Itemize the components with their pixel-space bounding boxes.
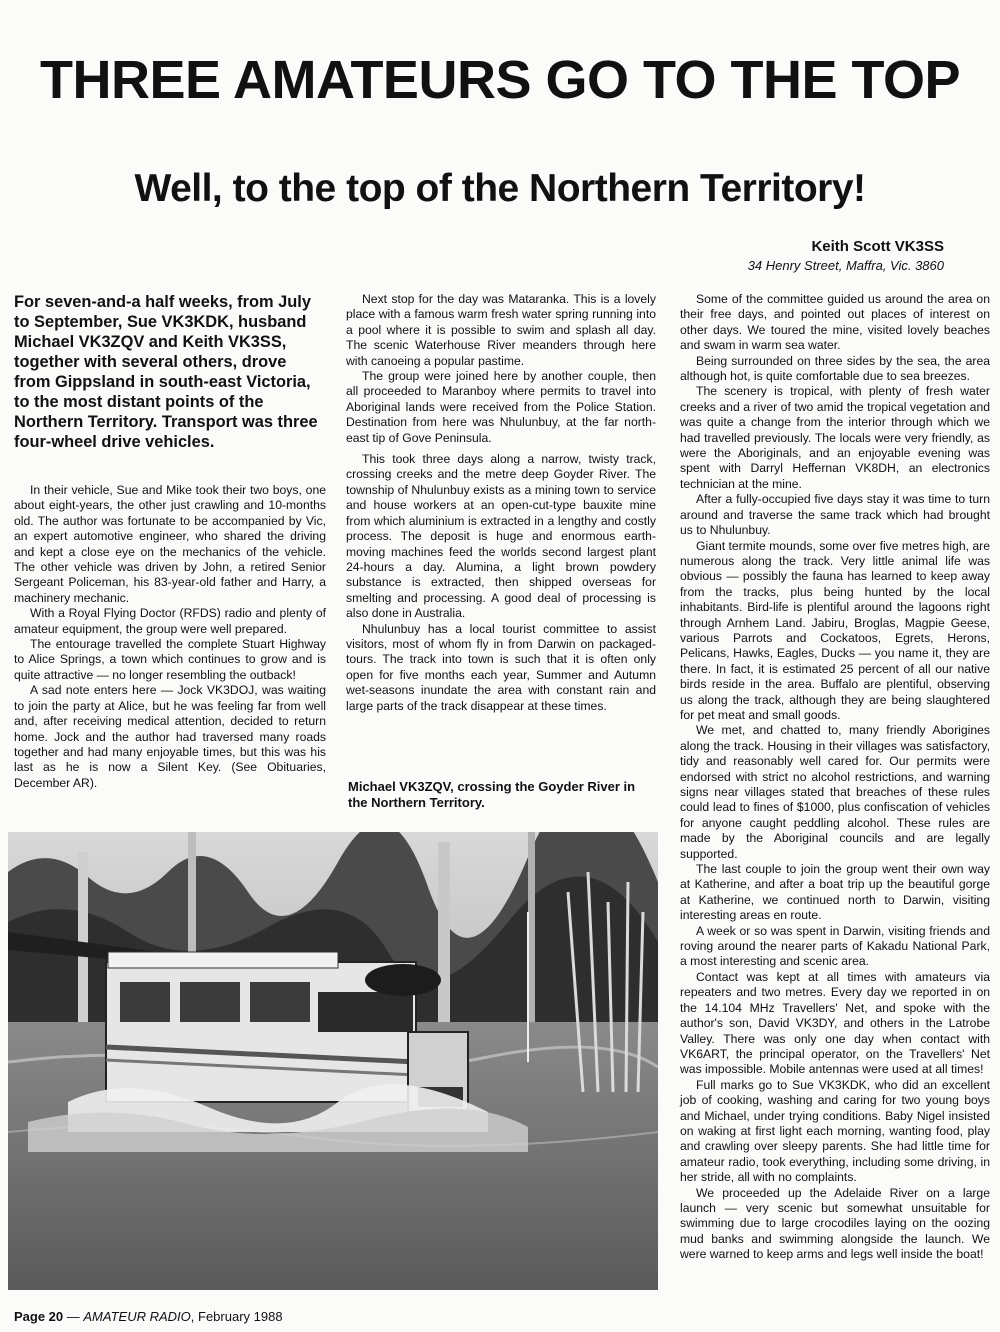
- footer-separator: —: [63, 1309, 84, 1324]
- body-paragraph: Contact was kept at all times with amateurs via repeaters and two metres. Every day we reported in on the 14.104 MHz Travellers' Net, and spoke with the author's son, David VK3DY, and others in the Latrobe Valley. There was only one day when contact with VK6ART, the principal operator, on the Travellers' Net was impossible. Mobile antennas were used at all times!: [680, 969, 990, 1077]
- body-paragraph: A sad note enters here — Jock VK3DOJ, was waiting to join the party at Alice, but he was feeling far from well and, after receiving medical attention, decided to return home. Jock and the author had traversed many roads together and had many enjoyable times, but this was his last as he is now a Silent Key. (See Obituaries, December AR).: [14, 683, 326, 790]
- body-paragraph: Full marks go to Sue VK3KDK, who did an excellent job of cooking, washing and caring for two young boys and Michael, under trying conditions. Baby Nigel insisted on waking at first light each morning, wanting food, play and crawling over sleepy parents. She had little time for amateur radio, took everything, including some driving, in her stride, all with no complaints.: [680, 1077, 990, 1185]
- column-3: [680, 292, 990, 1263]
- body-paragraph: After a fully-occupied five days stay it was time to turn around and traverse the same track which had brought us to Nhulunbuy.: [680, 492, 990, 538]
- body-paragraph: The last couple to join the group went their own way at Katherine, and after a boat trip up the beautiful gorge at Katherine, we continued north to Darwin, visiting interesting areas en route.: [680, 862, 990, 923]
- body-paragraph: Nhulunbuy has a local tourist committee to assist visitors, most of whom fly in from Darwin on packaged-tours. The track into town is such that it is often only open for five months each year, Summer and Autumn wet-seasons inundate the area with constant rain and large parts of the track disappear at these times.: [346, 621, 656, 713]
- body-paragraph: The entourage travelled the complete Stuart Highway to Alice Springs, a town which continues to grow and is quite attractive — no longer resembling the outback!: [14, 637, 326, 682]
- river-crossing-photo: [8, 832, 658, 1290]
- body-paragraph: The scenery is tropical, with plenty of fresh water creeks and a river of two amid the tropical vegetation and was quite a change from the interior through which we had travelled previously. The locals were very friendly, as were the Aboriginals, and an enjoyable evening was spent with Darryl Heffernan VK8DH, an electronics technician at the mine.: [680, 384, 990, 491]
- body-paragraph: We met, and chatted to, many friendly Aborigines along the track. Housing in their villages was satisfactory, tidy and reasonably well cared for. Our permits were endorsed with strict no alcohol restrictions, and warning signs near villages stated that breaches of these rules could lead to fines of $1000, plus confiscation of vehicles for anyone caught peddling alcohol. These rules are made by the Aboriginal councils and are legally supported.: [680, 723, 990, 861]
- magazine-name: AMATEUR RADIO: [83, 1309, 191, 1324]
- body-paragraph: Next stop for the day was Mataranka. This is a lovely place with a famous warm fresh water spring running into a pool where it is possible to swim and splash all day. The scenic Waterhouse River meanders through here with canoeing a popular pastime.: [346, 292, 656, 368]
- page-number: Page 20: [14, 1309, 64, 1324]
- body-paragraph: Being surrounded on three sides by the sea, the area although hot, is quite comfortable due to sea breezes.: [680, 353, 990, 384]
- body-paragraph: This took three days along a narrow, twisty track, crossing creeks and the metre deep Goyder River. The township of Nhulunbuy exists as a mining town to service and house workers at an open-cut-type bauxite mine from which aluminium is extracted in a lengthy and costly process. The deposit is huge and enormous earth-moving machines feed the worlds second largest plant 24-hours a day. Alumina, a light brown powdery substance is extracted, then shipped overseas for smelting and processing. A good deal of processing is also done in Australia.: [346, 452, 656, 621]
- author-name: Keith Scott VK3SS: [811, 238, 944, 255]
- lead-paragraph: For seven-and-a half weeks, from July to September, Sue VK3KDK, husband Michael VK3ZQV and Keith VK3SS, together with several others, drove from Gippsland in south-east Victoria, to the most distant points of the Northern Territory. Transport was three four-wheel drive vehicles.: [14, 293, 318, 451]
- column-2: [346, 292, 656, 714]
- body-paragraph: In their vehicle, Sue and Mike took their two boys, one about eight-years, the other just crawling and 10-months old. The author was fortunate to be accompanied by Vic, an expert automotive engineer, who shared the driving and kept a close eye on the mechanics of the vehicle. The other vehicle was driven by John, a retired Senior Sergeant Policeman, his 83-year-old father and Harry, a machinery mechanic.: [14, 483, 326, 605]
- issue-date: , February 1988: [190, 1309, 283, 1324]
- page-footer: [14, 1309, 283, 1324]
- headline: THREE AMATEURS GO TO THE TOP: [39, 50, 961, 110]
- column-1: [14, 483, 326, 791]
- body-paragraph: Giant termite mounds, some over five metres high, are numerous along the track. Very little animal life was obvious — possibly the fauna has learned to keep away from the tracks, plus being hunted by the local inhabitants. Bird-life is plentiful around the lagoons right through Arnhem Land. Jabiru, Broglas, Magpie Geese, various Parrots and Cockatoos, Egrets, Herons, Pelicans, Hawks, Eagles, Ducks — you name it, they are there. In fact, it is estimated 25 percent of all our native birds reside in the area. Buffalo are plentiful, observing us along the track, although they are being slaughtered for pet meat and small goods.: [680, 538, 990, 722]
- body-paragraph: A week or so was spent in Darwin, visiting friends and roving around the nearer parts of Kakadu National Park, a most interesting and scenic area.: [680, 923, 990, 969]
- body-paragraph: The group were joined here by another couple, then all proceeded to Maranboy where permits to travel into Aboriginal lands were received from the Police Station. Destination from here was Nhulunbuy, at the far north-east tip of Gove Peninsula.: [346, 369, 656, 445]
- body-paragraph: Some of the committee guided us around the area on their free days, and pointed out places of interest on other days. We toured the mine, visited lovely beaches and swam in warm sea water.: [680, 292, 990, 353]
- body-paragraph: We proceeded up the Adelaide River on a large launch — very scenic but somewhat unsuitable for swimming due to large crocodiles laying on the oozing mud banks and swimming alongside the launch. We were warned to keep arms and legs well inside the boat!: [680, 1185, 990, 1262]
- photo-caption: Michael VK3ZQV, crossing the Goyder River in the Northern Territory.: [348, 779, 636, 810]
- subheadline: Well, to the top of the Northern Territory!: [134, 167, 866, 210]
- author-address: 34 Henry Street, Maffra, Vic. 3860: [747, 258, 944, 273]
- body-paragraph: With a Royal Flying Doctor (RFDS) radio and plenty of amateur equipment, the group were well prepared.: [14, 606, 326, 636]
